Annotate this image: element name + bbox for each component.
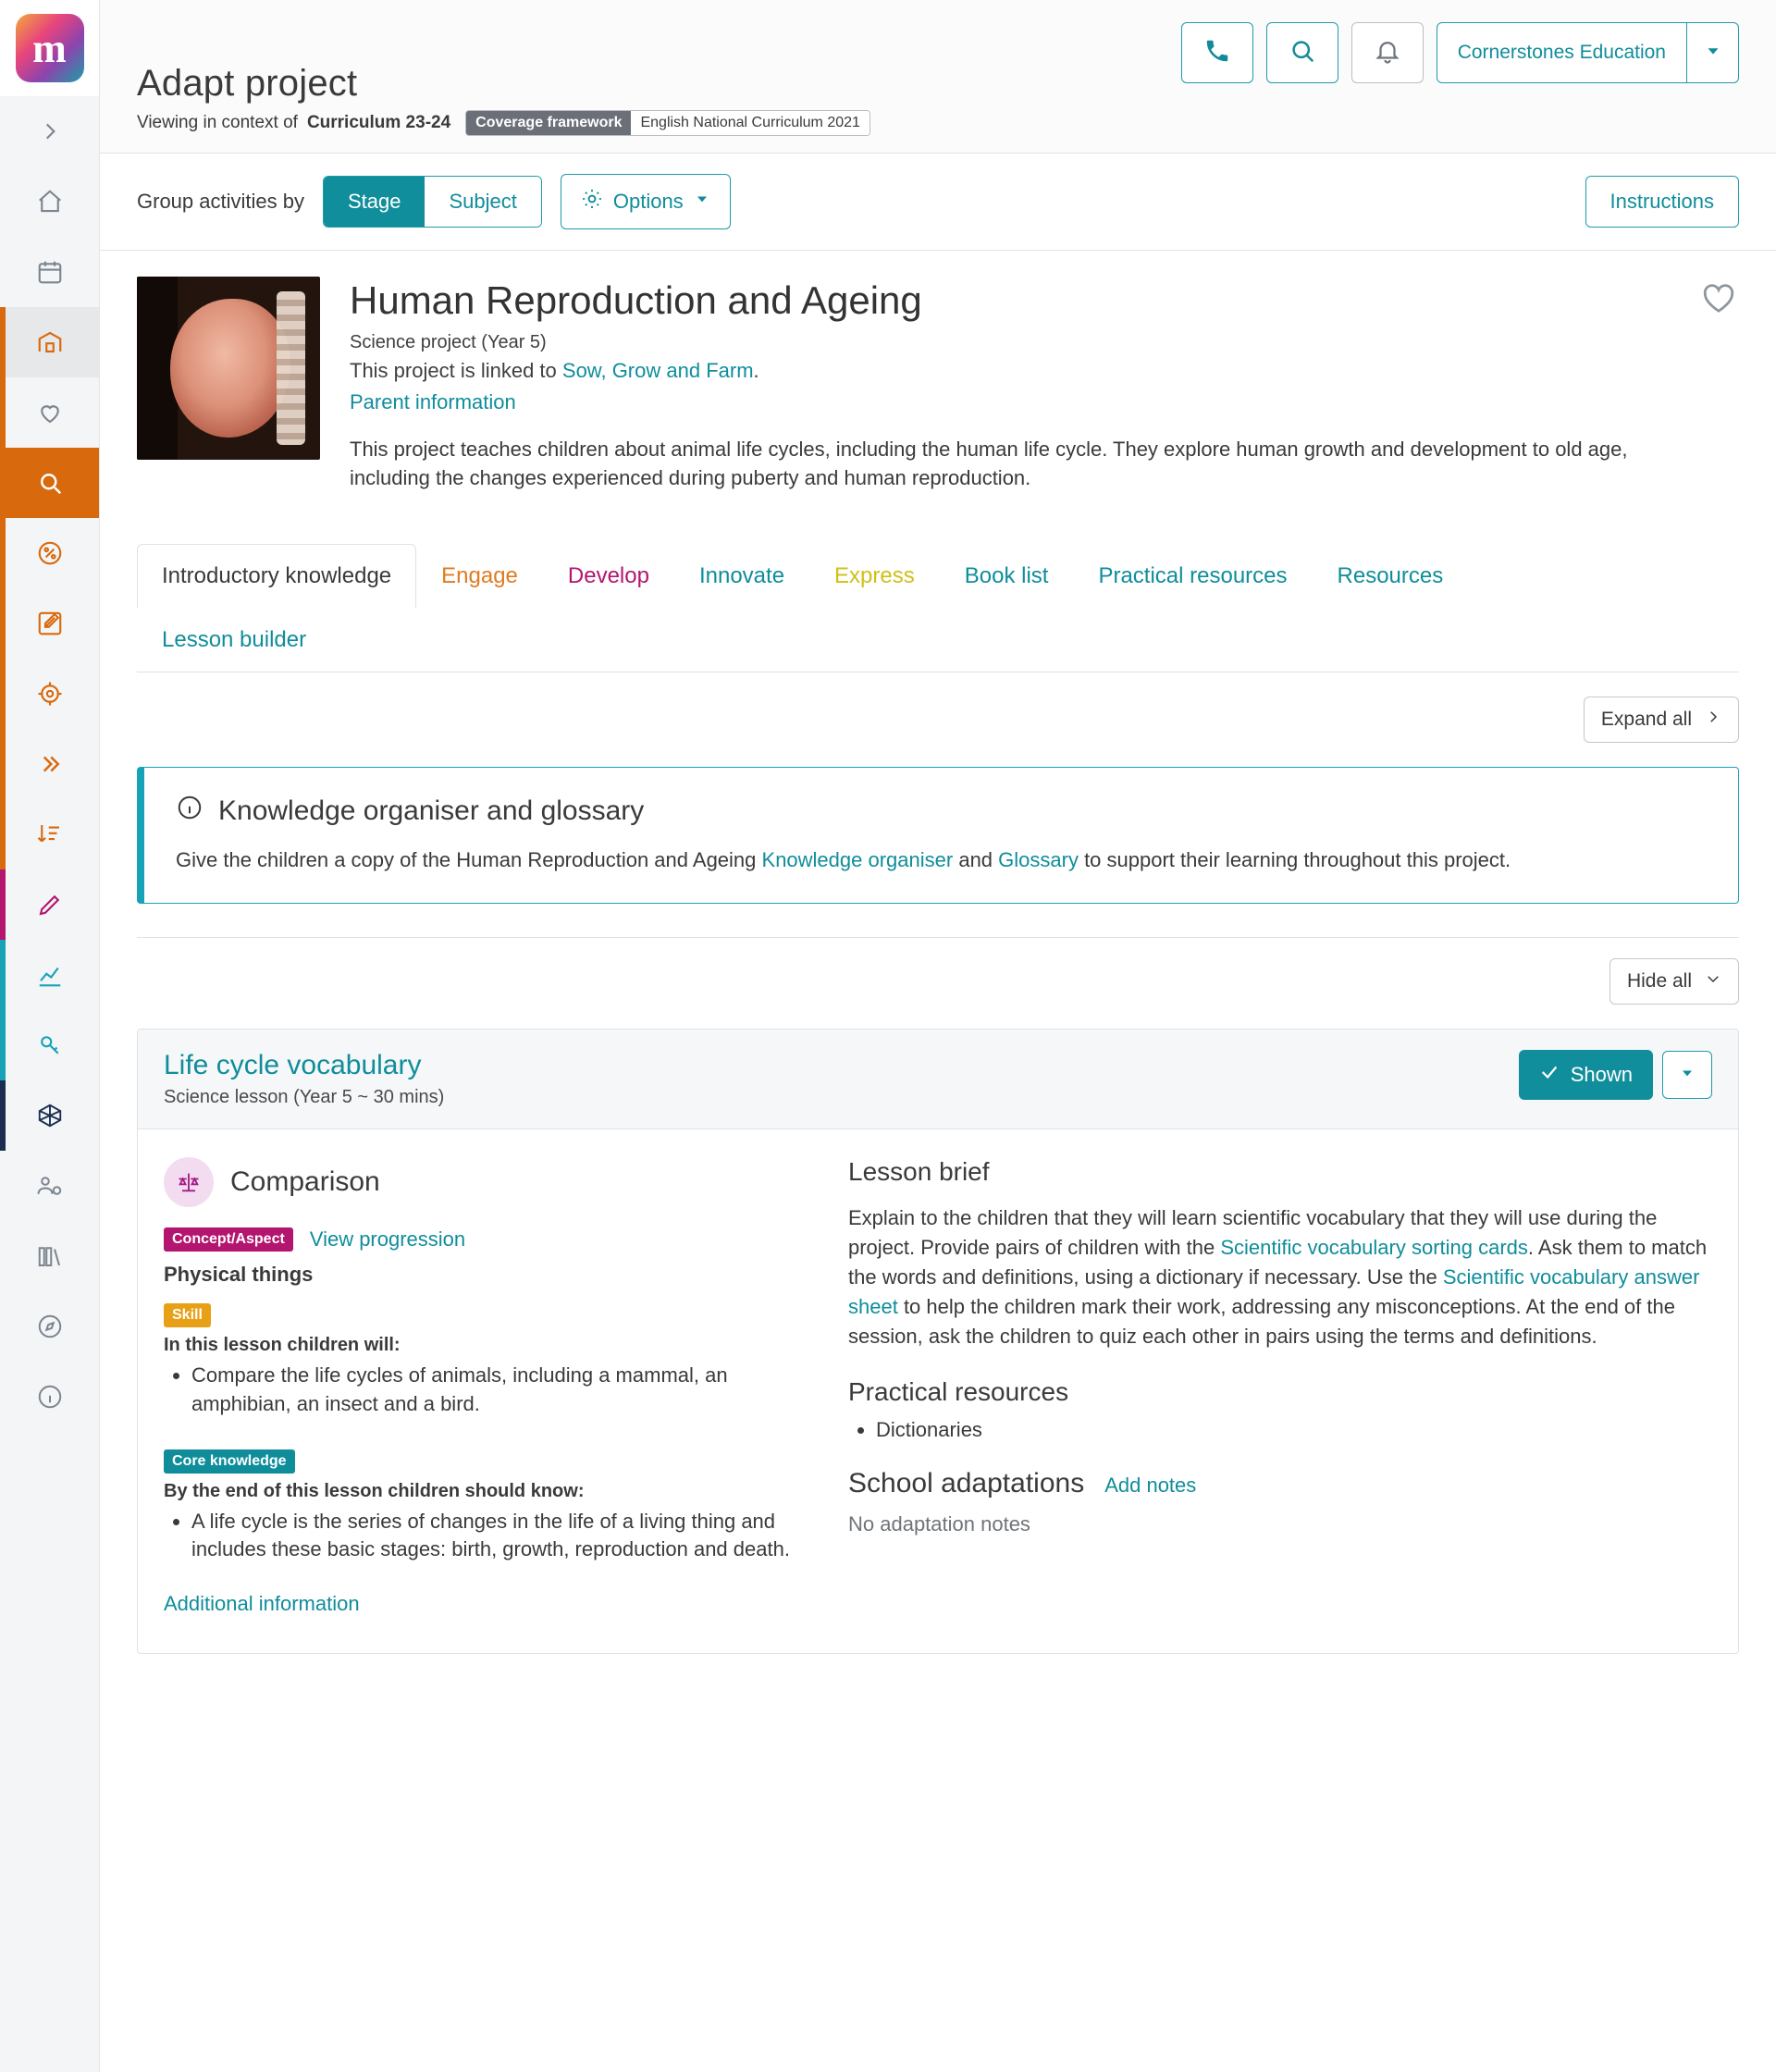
phone-icon xyxy=(1203,37,1231,69)
knowledge-organiser-link[interactable]: Knowledge organiser xyxy=(761,848,954,872)
context-value: Curriculum 23-24 xyxy=(306,113,451,132)
edit-square-icon xyxy=(36,610,64,637)
tab-express[interactable]: Express xyxy=(834,563,915,589)
skill-list xyxy=(164,1362,811,1418)
expand-all-label: Expand all xyxy=(1600,709,1692,731)
heart-icon xyxy=(36,399,64,426)
skill-intro: In this lesson children will: xyxy=(164,1335,401,1356)
target-icon xyxy=(36,680,64,708)
core-knowledge-badge: Core knowledge xyxy=(164,1449,295,1474)
double-chevron-icon xyxy=(36,750,64,778)
comparison-title: Comparison xyxy=(230,1166,380,1198)
project-header xyxy=(100,251,1776,512)
chevron-down-icon xyxy=(1705,970,1721,993)
concept-row xyxy=(164,1227,811,1252)
chevron-right-icon xyxy=(38,119,62,143)
framework-value: English National Curriculum 2021 xyxy=(631,111,869,135)
home-icon xyxy=(36,188,64,216)
options-button[interactable] xyxy=(561,174,731,229)
people-gear-icon xyxy=(36,1172,64,1200)
tab-engage[interactable]: Engage xyxy=(441,563,518,589)
sidebar-item-reports[interactable] xyxy=(0,940,99,1010)
hide-all-button[interactable] xyxy=(1610,958,1739,1005)
chevron-down-icon xyxy=(693,190,711,214)
compass-icon xyxy=(36,1313,64,1340)
project-details xyxy=(350,277,1739,512)
brief-text-1: Explain to the children that they will learn scientific vocabulary that they will use during the project. Provide pairs of children with the xyxy=(848,1206,1658,1260)
sidebar-item-search[interactable] xyxy=(0,448,99,518)
glossary-link[interactable]: Glossary xyxy=(998,848,1079,872)
lesson-header-actions xyxy=(1519,1050,1712,1100)
chart-line-icon xyxy=(36,961,64,989)
project-title: Human Reproduction and Ageing xyxy=(350,278,922,322)
add-notes-link[interactable]: Add notes xyxy=(1104,1474,1197,1498)
main-content xyxy=(100,0,1776,2072)
tab-practical-resources[interactable]: Practical resources xyxy=(1098,563,1288,589)
group-toolbar xyxy=(100,154,1776,251)
knowledge-organiser-callout xyxy=(137,767,1739,904)
notifications-button[interactable] xyxy=(1351,22,1424,83)
options-label: Options xyxy=(612,190,684,213)
tab-book-list[interactable]: Book list xyxy=(964,563,1049,589)
tab-introductory-knowledge[interactable]: Introductory knowledge xyxy=(137,544,416,609)
sidebar-item-staff[interactable] xyxy=(0,1151,99,1221)
parent-information-link[interactable]: Parent information xyxy=(350,390,516,413)
sidebar-item-targets[interactable] xyxy=(0,659,99,729)
callout-text-2: and xyxy=(953,848,999,872)
tab-resources[interactable]: Resources xyxy=(1337,563,1444,589)
check-icon xyxy=(1539,1062,1560,1088)
header-title-block xyxy=(137,22,870,136)
instructions-button[interactable]: Instructions xyxy=(1585,176,1740,228)
favourite-project-button[interactable] xyxy=(1698,277,1739,322)
key-icon xyxy=(36,1031,64,1059)
lesson-meta: Science lesson (Year 5 ~ 30 mins) xyxy=(164,1087,445,1108)
list-item: • A life cycle is the series of changes in the life of a living thing and includes these basic stages: birth, growth, reproduction and death. xyxy=(191,1508,811,1564)
coverage-framework-chip xyxy=(465,110,870,136)
group-by-stage-option[interactable]: Stage xyxy=(324,177,426,227)
core-intro: By the end of this lesson children should know: xyxy=(164,1481,585,1502)
project-thumbnail xyxy=(137,277,320,460)
tab-lesson-builder[interactable]: Lesson builder xyxy=(162,627,307,653)
sidebar-item-home[interactable] xyxy=(0,166,99,237)
context-line xyxy=(137,110,870,136)
sidebar-item-planning[interactable] xyxy=(0,588,99,659)
organisation-caret-button[interactable] xyxy=(1687,22,1739,83)
school-icon xyxy=(36,328,64,356)
callout-title-row xyxy=(176,794,1707,829)
lesson-brief-title: Lesson brief xyxy=(848,1157,990,1187)
project-linked-line xyxy=(350,359,1739,383)
school-adaptations-title: School adaptations xyxy=(848,1468,1085,1499)
sort-az-icon xyxy=(36,820,64,848)
pencil-icon xyxy=(36,891,64,919)
sidebar-item-sort[interactable] xyxy=(0,799,99,870)
sidebar-item-expand-sidebar[interactable] xyxy=(0,96,99,166)
chevron-down-icon xyxy=(1678,1064,1696,1087)
framework-key: Coverage framework xyxy=(466,111,631,135)
left-sidebar xyxy=(0,0,100,2072)
list-item: • Dictionaries xyxy=(876,1416,1712,1444)
lesson-title[interactable]: Life cycle vocabulary xyxy=(164,1050,422,1081)
linked-project-link[interactable]: Sow, Grow and Farm xyxy=(561,359,754,382)
lesson-card-body xyxy=(138,1129,1738,1652)
expand-all-button[interactable] xyxy=(1584,697,1739,743)
core-list xyxy=(164,1508,811,1564)
view-progression-link[interactable]: View progression xyxy=(309,1227,466,1252)
skill-badge: Skill xyxy=(164,1303,211,1327)
linked-prefix: This project is linked to xyxy=(350,359,557,382)
additional-information-link[interactable]: Additional information xyxy=(164,1591,360,1615)
sidebar-item-timetable[interactable] xyxy=(0,237,99,307)
app-logo[interactable] xyxy=(0,0,99,96)
lesson-shown-toggle[interactable] xyxy=(1519,1050,1653,1100)
hide-all-label: Hide all xyxy=(1626,970,1692,993)
core-knowledge-block xyxy=(164,1449,811,1564)
comparison-header xyxy=(164,1157,811,1207)
callout-text-1: Give the children a copy of the Human Reproduction and Ageing xyxy=(176,848,762,872)
page-title: Adapt project xyxy=(137,63,358,104)
practical-resources-list xyxy=(848,1416,1712,1444)
project-tabs xyxy=(137,544,1739,672)
organisation-button[interactable]: Cornerstones Education xyxy=(1437,22,1687,83)
calendar-icon xyxy=(36,258,64,286)
lesson-card xyxy=(137,1029,1739,1653)
search-icon xyxy=(36,469,64,497)
school-adaptations-header xyxy=(848,1468,1712,1499)
percent-icon xyxy=(36,539,64,567)
sidebar-item-explore[interactable] xyxy=(0,1291,99,1362)
lesson-collapse-button[interactable] xyxy=(1662,1051,1712,1099)
sidebar-item-favourites[interactable] xyxy=(0,377,99,448)
group-by-segmented-control xyxy=(323,176,542,228)
info-circle-icon xyxy=(176,794,204,829)
callout-text xyxy=(176,845,1707,875)
chevron-right-icon xyxy=(1705,709,1721,731)
logo-mark: m xyxy=(16,14,84,82)
group-by-subject-option[interactable]: Subject xyxy=(425,177,540,227)
sorting-cards-link[interactable]: Scientific vocabulary sorting cards xyxy=(1220,1236,1528,1260)
practical-resources-title: Practical resources xyxy=(848,1376,1069,1406)
heart-outline-icon xyxy=(1698,305,1739,321)
lesson-card-header xyxy=(138,1030,1738,1129)
lesson-brief-text xyxy=(848,1203,1712,1350)
sidebar-item-more[interactable] xyxy=(0,729,99,799)
tab-develop[interactable]: Develop xyxy=(567,563,649,589)
shown-label: Shown xyxy=(1570,1063,1633,1087)
info-icon xyxy=(36,1383,64,1411)
expand-all-row xyxy=(100,672,1776,743)
brief-text-3: to help the children mark their work, addressing any misconceptions. At the end of the session, ask the children to quiz each other in pairs using the terms and definitions. xyxy=(848,1295,1675,1348)
brief-text-2: . Ask them to match the words and definitions, using a dictionary if necessary. Use the xyxy=(848,1236,1708,1289)
header-actions xyxy=(1181,22,1739,83)
linked-suffix: . xyxy=(753,359,759,382)
hide-all-row xyxy=(100,938,1776,1005)
list-item: • Compare the life cycles of animals, including a mammal, an amphibian, an insect and a bird. xyxy=(191,1362,811,1418)
books-icon xyxy=(36,1242,64,1270)
concept-aspect-badge: Concept/Aspect xyxy=(164,1227,293,1252)
group-by-label: Group activities by xyxy=(137,190,304,213)
sidebar-item-coverage[interactable] xyxy=(0,518,99,588)
bell-icon xyxy=(1374,37,1401,69)
answer-sheet-link[interactable]: Scientific vocabulary answer sheet xyxy=(848,1265,1700,1319)
no-adaptation-notes: No adaptation notes xyxy=(848,1512,1030,1536)
network-icon xyxy=(36,1102,64,1129)
callout-text-3: to support their learning throughout this project. xyxy=(1078,848,1511,872)
chevron-down-icon xyxy=(1703,41,1723,66)
project-description: This project teaches children about animal life cycles, including the human life cycle. They explore human growth and development to old age, including the changes experienced during puberty and human reproduction. xyxy=(350,438,1628,490)
tab-innovate[interactable]: Innovate xyxy=(698,563,785,589)
lesson-left-column xyxy=(164,1157,811,1615)
gear-icon xyxy=(580,187,604,216)
header-search-button[interactable] xyxy=(1266,22,1338,83)
phone-button[interactable] xyxy=(1181,22,1253,83)
group-toolbar-left xyxy=(137,174,731,229)
search-icon xyxy=(1289,37,1316,69)
sidebar-item-projects[interactable] xyxy=(0,307,99,377)
sidebar-item-library[interactable] xyxy=(0,1221,99,1291)
lesson-header-text xyxy=(164,1050,444,1108)
lesson-right-column xyxy=(848,1157,1712,1615)
concept-value: Physical things xyxy=(164,1263,314,1287)
sidebar-item-curriculum-map[interactable] xyxy=(0,1080,99,1151)
page-header xyxy=(100,0,1776,154)
sidebar-item-help[interactable] xyxy=(0,1362,99,1432)
context-prefix: Viewing in context of xyxy=(137,113,298,132)
scales-icon xyxy=(164,1157,214,1207)
sidebar-item-assessment[interactable] xyxy=(0,870,99,940)
sidebar-item-insights[interactable] xyxy=(0,1010,99,1080)
project-subject-line: Science project (Year 5) xyxy=(350,332,547,352)
skill-block xyxy=(164,1303,811,1418)
callout-title: Knowledge organiser and glossary xyxy=(218,796,645,827)
